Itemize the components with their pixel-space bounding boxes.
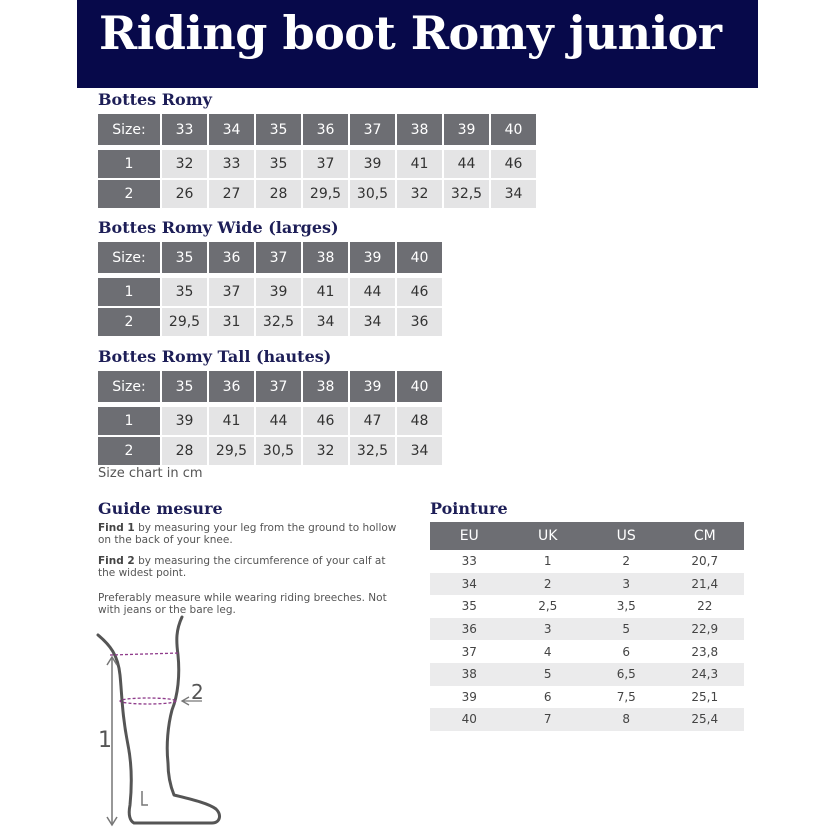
size-cell: 36 <box>209 242 254 273</box>
cell-uk: 1 <box>543 554 552 569</box>
cell-cm: 23,8 <box>691 644 719 659</box>
value-cell: 47 <box>350 407 395 437</box>
size-table-romy-tall <box>96 371 444 465</box>
cell-us: 2 <box>622 554 631 569</box>
value-cell: 48 <box>397 407 442 437</box>
value-cell: 32,5 <box>444 180 489 208</box>
table-title-romy-tall: Bottes Romy Tall (hautes) <box>98 347 332 366</box>
table-row <box>98 278 442 308</box>
size-cell: 38 <box>303 371 348 402</box>
value-cell: 28 <box>256 180 301 208</box>
value-cell: 46 <box>303 407 348 437</box>
guide-find1 <box>98 522 398 546</box>
value-cell: 46 <box>491 150 536 180</box>
cell-cm: 22,9 <box>666 618 745 641</box>
cell-cm: 25,4 <box>666 708 745 731</box>
cell-cm: 25,1 <box>691 689 719 704</box>
value-cell: 34 <box>397 437 442 465</box>
find1-label: Find 1 <box>98 522 135 534</box>
value-cell: 29,5 <box>209 437 254 465</box>
size-cell: 39 <box>444 114 489 145</box>
size-cell: 40 <box>397 242 442 273</box>
table-row <box>430 640 744 663</box>
row-label: 2 <box>98 437 160 465</box>
pointure-header-row <box>430 522 744 550</box>
cell-eu: 35 <box>461 599 477 614</box>
value-cell: 34 <box>491 180 536 208</box>
row-label: 1 <box>98 407 160 437</box>
value-cell: 39 <box>350 150 395 180</box>
table-row <box>430 708 744 731</box>
size-cell: 38 <box>303 242 348 273</box>
table-row <box>430 550 744 573</box>
guide-find2 <box>98 555 398 579</box>
cell-cm: 20,7 <box>691 554 719 569</box>
value-cell: 39 <box>256 278 301 308</box>
value-cell: 44 <box>256 407 301 437</box>
pointure-header-cm: CM <box>666 522 745 550</box>
value-cell: 34 <box>350 308 395 336</box>
value-cell: 34 <box>303 308 348 336</box>
size-cell: 40 <box>397 371 442 402</box>
pointure-table <box>430 522 744 731</box>
page-title: Riding boot Romy junior <box>99 6 722 60</box>
table-row <box>430 663 744 686</box>
size-header-row <box>98 242 442 273</box>
cell-us: 5 <box>587 618 666 641</box>
title-banner <box>77 0 758 88</box>
cell-us: 3,5 <box>616 599 636 614</box>
cell-us: 6 <box>622 644 631 659</box>
row-label: 1 <box>98 150 160 180</box>
cell-us: 6,5 <box>587 663 666 686</box>
size-cell: 35 <box>256 114 301 145</box>
value-cell: 41 <box>303 278 348 308</box>
size-table-romy <box>96 114 538 208</box>
value-cell: 32,5 <box>256 308 301 336</box>
value-cell: 33 <box>209 150 254 180</box>
cell-uk: 2,5 <box>538 599 558 614</box>
table-row <box>430 618 744 641</box>
pointure-title: Pointure <box>430 499 508 518</box>
value-cell: 32 <box>397 180 442 208</box>
value-cell: 26 <box>162 180 207 208</box>
size-header-row <box>98 114 536 145</box>
value-cell: 32 <box>162 150 207 180</box>
value-cell: 39 <box>162 407 207 437</box>
find1-text: by measuring your leg from the ground to hollow on the back of your knee. <box>98 522 397 546</box>
cell-eu: 39 <box>461 689 477 704</box>
value-cell: 31 <box>209 308 254 336</box>
cell-us: 8 <box>587 708 666 731</box>
size-cell: 37 <box>256 371 301 402</box>
find2-text: by measuring the circumference of your calf at the widest point. <box>98 555 386 579</box>
value-cell: 35 <box>256 150 301 180</box>
cell-eu: 34 <box>430 573 509 596</box>
size-cell: 38 <box>397 114 442 145</box>
pointure-header-uk: UK <box>509 522 588 550</box>
size-cell: 34 <box>209 114 254 145</box>
cell-eu: 38 <box>430 663 509 686</box>
table-row <box>430 686 744 709</box>
cell-eu: 40 <box>430 708 509 731</box>
size-header-row <box>98 371 442 402</box>
value-cell: 46 <box>397 278 442 308</box>
cell-cm: 24,3 <box>666 663 745 686</box>
value-cell: 41 <box>397 150 442 180</box>
value-cell: 32,5 <box>350 437 395 465</box>
size-cell: 39 <box>350 242 395 273</box>
table-row <box>98 437 442 465</box>
cell-eu: 37 <box>461 644 477 659</box>
value-cell: 44 <box>350 278 395 308</box>
table-row <box>98 180 536 208</box>
size-chart-note: Size chart in cm <box>98 466 203 481</box>
size-cell: 40 <box>491 114 536 145</box>
cell-uk: 4 <box>543 644 552 659</box>
value-cell: 37 <box>303 150 348 180</box>
value-cell: 32 <box>303 437 348 465</box>
table-row <box>430 595 744 618</box>
size-cell: 37 <box>350 114 395 145</box>
cell-uk: 6 <box>543 689 552 704</box>
table-row <box>98 407 442 437</box>
pointure-header-us: US <box>587 522 666 550</box>
cell-eu: 33 <box>461 554 477 569</box>
value-cell: 41 <box>209 407 254 437</box>
table-title-romy-wide: Bottes Romy Wide (larges) <box>98 218 339 237</box>
marker-2: 2 <box>191 680 204 704</box>
value-cell: 35 <box>162 278 207 308</box>
size-table-romy-wide <box>96 242 444 336</box>
size-cell: 36 <box>303 114 348 145</box>
calf-circumference <box>120 698 176 704</box>
size-label: Size: <box>98 242 160 273</box>
ankle-mark <box>142 791 148 805</box>
value-cell: 29,5 <box>162 308 207 336</box>
cell-eu: 36 <box>430 618 509 641</box>
cell-uk: 2 <box>509 573 588 596</box>
pointure-header-eu: EU <box>430 522 509 550</box>
value-cell: 44 <box>444 150 489 180</box>
size-cell: 37 <box>256 242 301 273</box>
size-cell: 33 <box>162 114 207 145</box>
cell-us: 3 <box>587 573 666 596</box>
value-cell: 27 <box>209 180 254 208</box>
leg-back-outline <box>98 617 219 823</box>
size-cell: 35 <box>162 371 207 402</box>
guide-title: Guide mesure <box>98 499 223 518</box>
find2-label: Find 2 <box>98 555 135 567</box>
cell-cm: 21,4 <box>666 573 745 596</box>
value-cell: 30,5 <box>256 437 301 465</box>
value-cell: 37 <box>209 278 254 308</box>
cell-uk: 5 <box>509 663 588 686</box>
knee-dashed-line <box>110 653 180 655</box>
size-label: Size: <box>98 371 160 402</box>
size-cell: 36 <box>209 371 254 402</box>
table-row <box>98 308 442 336</box>
cell-uk: 7 <box>509 708 588 731</box>
value-cell: 29,5 <box>303 180 348 208</box>
leg-measure-diagram <box>90 615 240 835</box>
value-cell: 28 <box>162 437 207 465</box>
table-row <box>430 573 744 596</box>
table-title-romy: Bottes Romy <box>98 90 212 109</box>
marker-1: 1 <box>98 728 112 753</box>
cell-us: 7,5 <box>616 689 636 704</box>
row-label: 2 <box>98 308 160 336</box>
size-cell: 35 <box>162 242 207 273</box>
cell-uk: 3 <box>509 618 588 641</box>
cell-cm: 22 <box>697 599 713 614</box>
guide-note: Preferably measure while wearing riding breeches. Not with jeans or the bare leg. <box>98 592 387 616</box>
row-label: 1 <box>98 278 160 308</box>
value-cell: 30,5 <box>350 180 395 208</box>
size-label: Size: <box>98 114 160 145</box>
value-cell: 36 <box>397 308 442 336</box>
size-cell: 39 <box>350 371 395 402</box>
table-row <box>98 150 536 180</box>
row-label: 2 <box>98 180 160 208</box>
